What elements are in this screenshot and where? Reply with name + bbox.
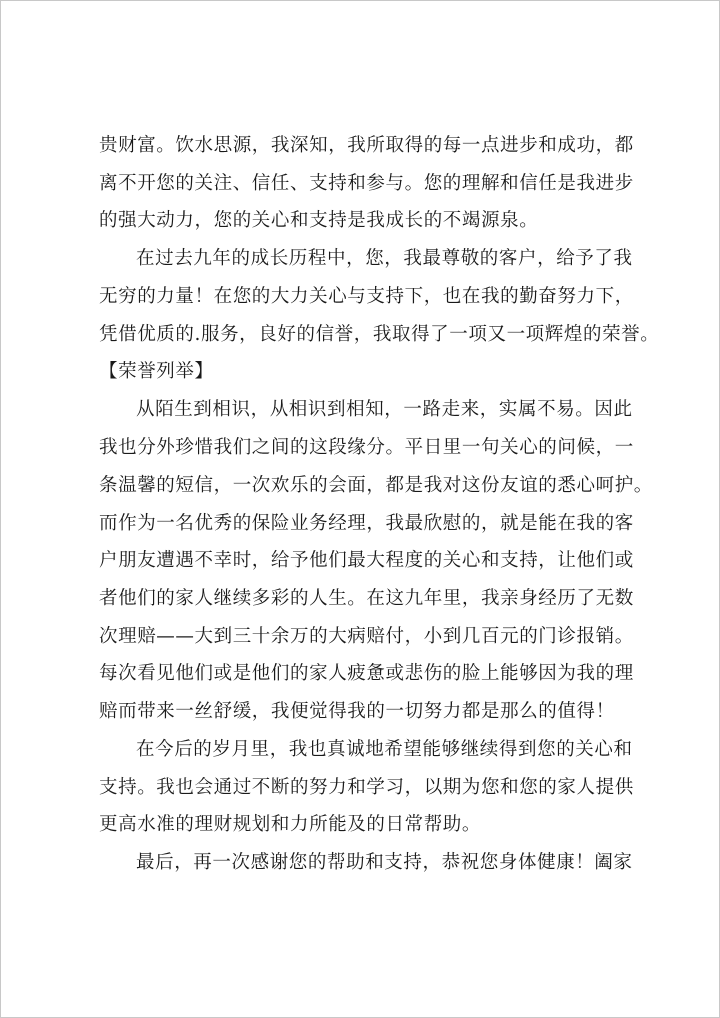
text-line: 凭借优质的.服务，良好的信誉，我取得了一项又一项辉煌的荣誉。 bbox=[99, 324, 660, 345]
text-line: 赔而带来一丝舒缓，我便觉得我的一切努力都是那么的值得！ bbox=[99, 701, 615, 722]
text-line: 者他们的家人继续多彩的人生。在这九年里，我亲身经历了无数 bbox=[99, 588, 634, 609]
section-heading: 【荣誉列举】 bbox=[99, 361, 214, 382]
paragraph-start-line: 在今后的岁月里，我也真诚地希望能够继续得到您的关心和 bbox=[136, 739, 633, 760]
text-line: 次理赔——大到三十余万的大病赔付，小到几百元的门诊报销。 bbox=[99, 626, 634, 647]
text-line: 支持。我也会通过不断的努力和学习，以期为您和您的家人提供 bbox=[99, 777, 634, 798]
text-line: 每次看见他们或是他们的家人疲惫或悲伤的脸上能够因为我的理 bbox=[99, 663, 634, 684]
text-line: 贵财富。饮水思源，我深知，我所取得的每一点进步和成功，都 bbox=[99, 135, 634, 156]
text-line: 户朋友遭遇不幸时，给予他们最大程度的关心和支持，让他们或 bbox=[99, 550, 634, 571]
text-line: 条温馨的短信，一次欢乐的会面，都是我对这份友谊的悉心呵护。 bbox=[99, 475, 653, 496]
text-line: 我也分外珍惜我们之间的这段缘分。平日里一句关心的问候，一 bbox=[99, 437, 634, 458]
paragraph-start-line: 在过去九年的成长历程中，您，我最尊敬的客户，给予了我 bbox=[136, 248, 633, 269]
text-line: 离不开您的关注、信任、支持和参与。您的理解和信任是我进步 bbox=[99, 173, 634, 194]
text-line: 而作为一名优秀的保险业务经理，我最欣慰的，就是能在我的客 bbox=[99, 513, 634, 534]
text-line: 的强大动力，您的关心和支持是我成长的不竭源泉。 bbox=[99, 210, 539, 231]
text-line: 更高水准的理财规划和力所能及的日常帮助。 bbox=[99, 814, 482, 835]
text-line: 无穷的力量！在您的大力关心与支持下，也在我的勤奋努力下， bbox=[99, 286, 634, 307]
paragraph-start-line: 从陌生到相识，从相识到相知，一路走来，实属不易。因此 bbox=[136, 399, 633, 420]
paragraph-start-line: 最后，再一次感谢您的帮助和支持，恭祝您身体健康！阖家 bbox=[136, 852, 633, 873]
